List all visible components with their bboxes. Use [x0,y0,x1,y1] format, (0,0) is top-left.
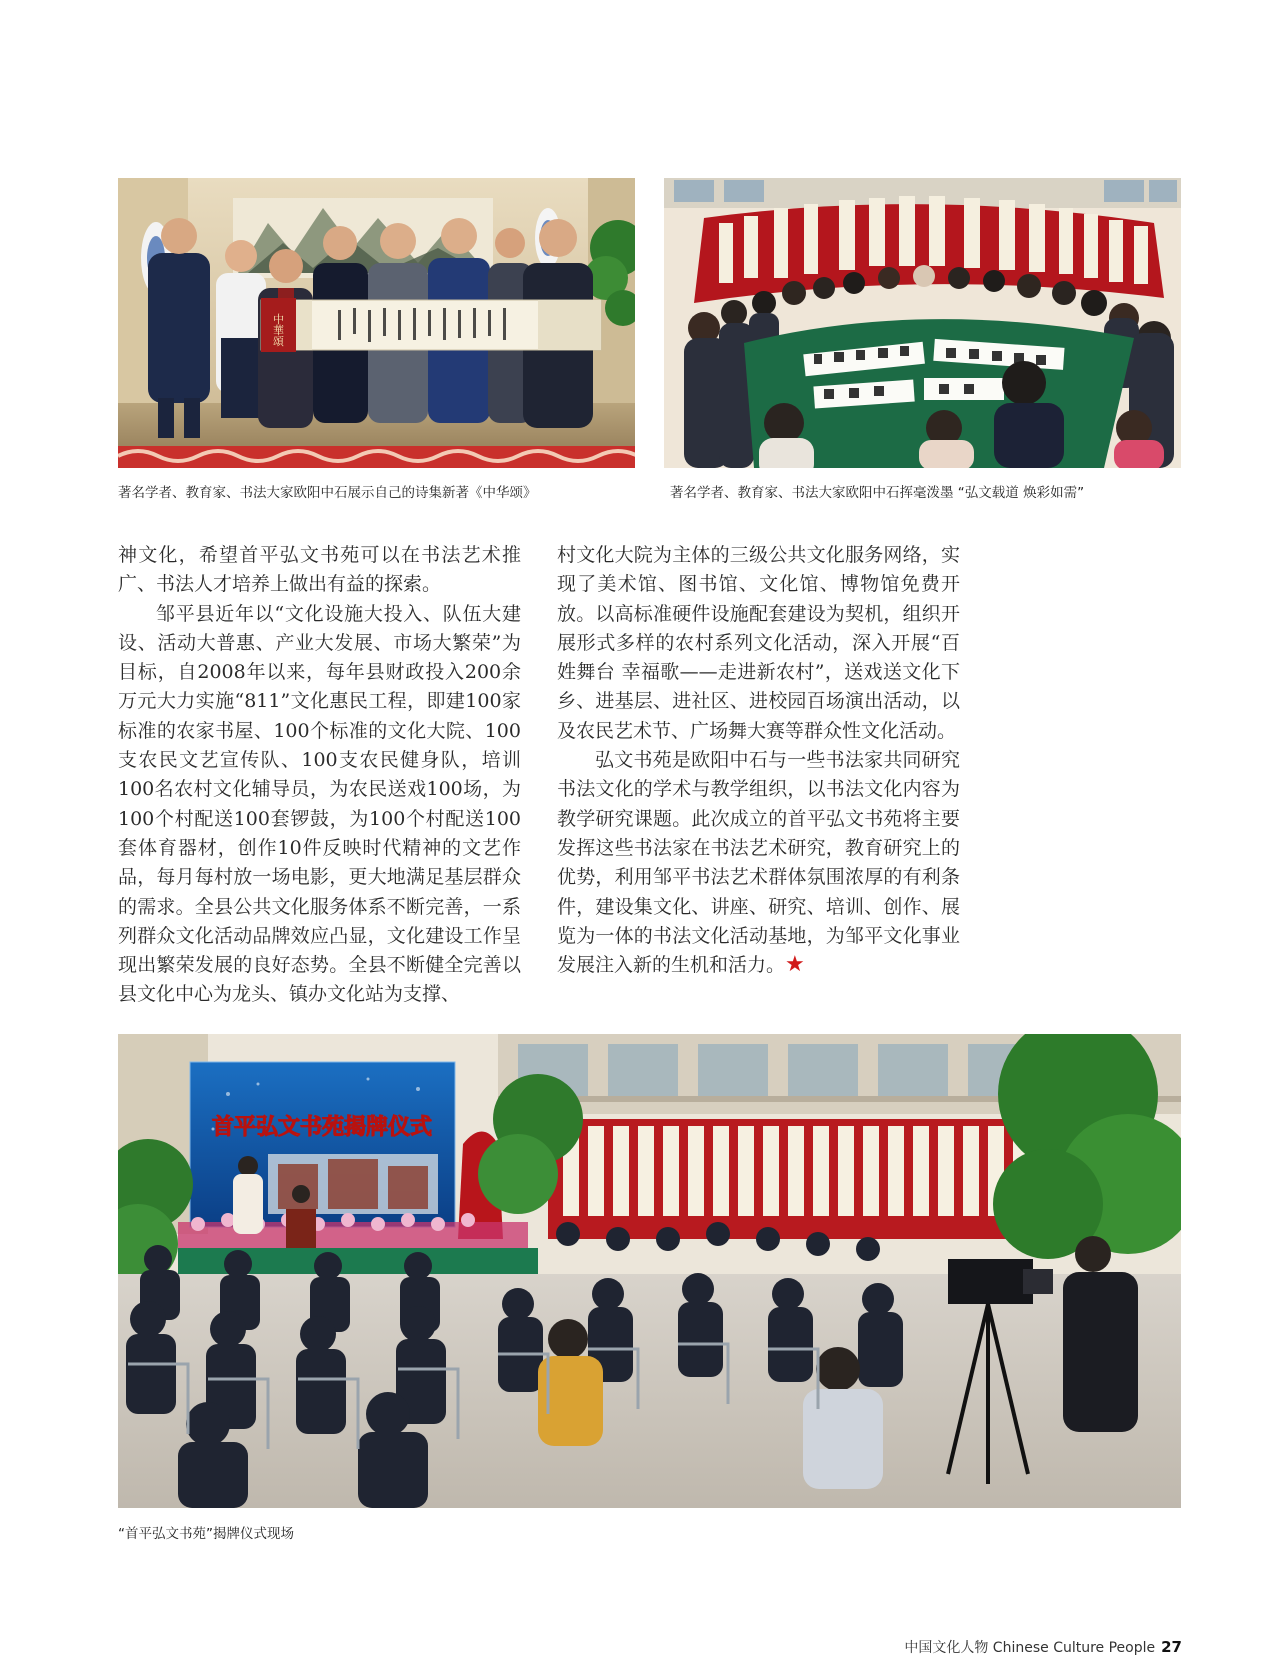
article-column-left [118,541,521,1010]
photo-group-illustration [118,178,635,468]
photo-ceremony-illustration [118,1034,1181,1508]
photo-caption: 著名学者、教育家、书法大家欧阳中石挥毫泼墨 “弘文载道 焕彩如需” [670,485,1085,501]
page-footer [904,1637,1182,1657]
paragraph: 神文化，希望首平弘文书苑可以在书法艺术推广、书法人才培养上做出有益的探索。 [118,544,521,596]
banner-title: 首平弘文书苑揭牌仪式 [211,1115,433,1140]
photo-unveiling-ceremony [118,1034,1181,1508]
page-number: 27 [1161,1638,1182,1656]
scroll-title: 中華頌 [271,313,285,347]
paragraph: 邹平县近年以“文化设施大投入、队伍大建设、活动大普惠、产业大发展、市场大繁荣”为目标，自2008年以来，每年县财政投入200余万元大力实施“811”文化惠民工程，即建100家标准的农家书屋、100个标准的文化大院、100支农民文艺宣传队、100支农民健身队，培训100名农村文化辅导员，为农民送戏100场，为100个村配送100套锣鼓，为100个村配送100套体育器材，创作10件反映时代精神的文艺作品，每月每村放一场电影，更大地满足基层群众的需求。全县公共文化服务体系不断完善，一系列群众文化活动品牌效应凸显，文化建设工作呈现出繁荣发展的良好态势。全县不断健全完善以县文化中心为龙头、镇办文化站为支撑、 [118,602,521,1006]
paragraph: 村文化大院为主体的三级公共文化服务网络，实现了美术馆、图书馆、文化馆、博物馆免费开放。以高标准硬件设施配套建设为契机，组织开展形式多样的农村系列文化活动，深入开展“百姓舞台 幸福歌——走进新农村”，送戏送文化下乡、进基层、进社区、进校园百场演出活动，以及农民艺术节、广场舞大赛等群众性文化活动。 [557,544,960,742]
paragraph [557,746,960,980]
photo-demo-illustration [664,178,1181,468]
paragraph-text: 弘文书苑是欧阳中石与一些书法家共同研究书法文化的学术与教学组织，以书法文化内容为教学研究课题。此次成立的首平弘文书苑将主要发挥这些书法家在书法艺术研究，教育研究上的优势，利用邹平书法艺术群体氛围浓厚的有利条件，建设集文化、讲座、研究、培训、创作、展览为一体的书法文化活动基地，为邹平文化事业发展注入新的生机和活力。 [557,749,960,977]
photo-group-with-scroll [118,178,635,468]
article-column-right [557,541,960,980]
photo-caption: 著名学者、教育家、书法大家欧阳中石展示自己的诗集新著《中华颂》 [118,485,537,501]
magazine-name: 中国文化人物 Chinese Culture People [904,1640,1156,1656]
photo-calligraphy-demo [664,178,1181,468]
end-mark-star-icon: ★ [785,952,805,978]
photo-caption: “首平弘文书苑”揭牌仪式现场 [118,1526,294,1542]
